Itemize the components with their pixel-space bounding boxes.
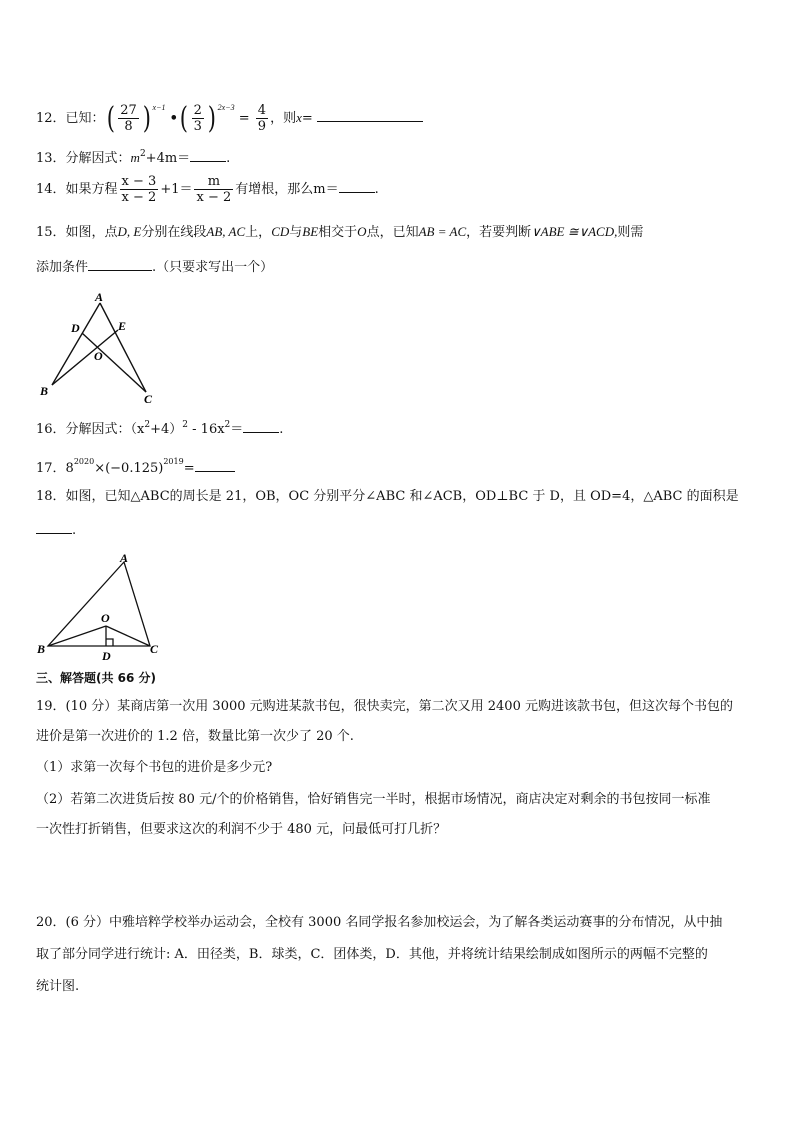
exponent: 2 [144, 420, 151, 430]
answer-blank[interactable] [339, 180, 375, 193]
label-a: A [95, 290, 104, 304]
answer-blank[interactable] [190, 149, 226, 162]
question-13 [36, 144, 230, 169]
question-14 [36, 170, 379, 210]
left-paren: ( [179, 100, 188, 136]
question-18-line-2 [36, 521, 76, 541]
frac-den: 8 [124, 119, 133, 134]
q15-figure [36, 285, 166, 405]
q19-text: 进价是第一次进价的 1.2 倍，数量比第一次少了 20 个. [36, 729, 354, 744]
period: . [279, 422, 284, 437]
left-paren: ( [106, 100, 115, 136]
var-x: x [296, 110, 302, 125]
q15-text: 添加条件 [36, 260, 89, 275]
label-d: D [71, 321, 80, 335]
q16-prefix: 16．分解因式：（x [36, 422, 145, 437]
segment-ac [100, 303, 146, 392]
fraction-m-x2 [194, 174, 233, 205]
equals: = [301, 111, 313, 126]
q19-text: 19．(10 分）某商店第一次用 3000 元购进某款书包，很快卖完，第二次又用 2400 元购进该款书包，但这次每个书包的 [36, 699, 733, 714]
equals: = [238, 111, 250, 126]
question-19-sub-1 [36, 758, 272, 778]
period: . [226, 151, 231, 166]
frac-den: 3 [193, 119, 202, 134]
fraction-2-3 [192, 103, 204, 134]
q15-text: 相交于 [318, 225, 358, 240]
question-19-line-2 [36, 727, 354, 747]
label-a: A [120, 551, 129, 565]
q14-suffix: 有增根，那么m＝ [235, 182, 339, 197]
q15-text: .（只要求写出一个） [152, 260, 274, 275]
q17-base: 8 [65, 461, 74, 476]
question-16 [36, 415, 283, 440]
q15-text: 与 [289, 225, 303, 240]
triangle-abc [48, 562, 150, 646]
question-20-line-1 [36, 913, 722, 933]
frac-num: 27 [120, 103, 137, 118]
frac-den: x − 2 [121, 190, 157, 205]
exponent: x−1 [152, 103, 166, 112]
q14-prefix: 14．如果方程 [36, 182, 118, 197]
question-17 [36, 450, 235, 474]
question-20-line-3 [36, 977, 79, 997]
frac-num: 2 [193, 103, 202, 118]
right-angle-mark [106, 639, 113, 646]
q20-text: 取了部分同学进行统计: A．田径类，B．球类，C．团体类，D．其他，并将统计结果绘制成如图所示的两幅不完整的 [36, 947, 708, 962]
q15-points: D, E [117, 224, 142, 239]
q15-text: 分别在线段 [141, 225, 207, 240]
label-c: C [150, 642, 159, 656]
segment-ab [52, 303, 100, 385]
exponent: 2 [182, 420, 189, 430]
label-o: O [101, 611, 110, 625]
q19-text: （1）求第一次每个书包的进价是多少元? [36, 760, 273, 775]
q20-text: 统计图. [36, 979, 80, 994]
q18-figure [34, 550, 164, 660]
q15-be: BE [302, 224, 319, 239]
q19-text: （2）若第二次进货后按 80 元/个的价格销售，恰好销售完一半时，根据市场情况，商店决定对剩余的书包按同一标准 [36, 792, 711, 807]
q15-text: 上， [245, 225, 272, 240]
q17-prefix: 17． [36, 461, 66, 476]
section-title: 三、解答题(共 66 分) [36, 671, 157, 685]
exponent: 2 [139, 149, 146, 159]
question-15-line-2 [36, 258, 273, 278]
q15-segments: AB, AC [206, 224, 246, 239]
equals: = [183, 461, 195, 476]
answer-blank[interactable] [36, 521, 72, 534]
section-heading [36, 668, 156, 688]
frac-num: 4 [257, 103, 267, 118]
exponent: 2020 [73, 457, 95, 466]
q12-then: ，则 [270, 111, 297, 126]
q12-prefix: 12．已知： [36, 111, 105, 126]
frac-num: m [194, 174, 233, 190]
answer-blank[interactable] [195, 459, 235, 472]
frac-den: 9 [257, 119, 267, 134]
q16-mid: +4） [150, 422, 183, 437]
label-b: B [40, 384, 49, 398]
right-paren: ) [142, 100, 151, 136]
label-c: C [144, 392, 153, 405]
exponent: 2019 [163, 457, 184, 466]
answer-blank[interactable] [88, 258, 152, 271]
frac-num: x − 3 [121, 174, 157, 189]
q14-plus: +1＝ [160, 182, 193, 197]
q15-condition: AB = AC [418, 224, 467, 239]
fraction-4-9 [256, 103, 268, 134]
period: . [72, 523, 77, 538]
period: . [374, 182, 379, 197]
q15-text: ，若要判断 [466, 225, 532, 240]
q15-congruence: ∨ABE ≅∨ACD, [531, 224, 618, 239]
q17-times: ×(−0.125) [94, 461, 164, 476]
label-b: B [37, 642, 46, 656]
fraction-27-8 [118, 103, 139, 134]
exponent: 2 [224, 420, 231, 430]
frac-den: x − 2 [196, 190, 232, 205]
question-12 [36, 86, 423, 136]
exponent: 2x−3 [217, 103, 235, 112]
q13-rest: +4m＝ [145, 151, 191, 166]
answer-blank[interactable] [243, 420, 279, 433]
equals: ＝ [230, 422, 244, 437]
dot-operator: • [169, 111, 178, 126]
q20-text: 20．(6 分）中雅培粹学校举办运动会，全校有 3000 名同学报名参加校运会，为了解各类运动赛事的分布情况，从中抽 [36, 915, 723, 930]
label-d: D [102, 649, 111, 660]
q16-mid2: - 16x [188, 422, 225, 437]
fraction-x3-x2 [120, 174, 159, 205]
q15-text: 则需 [617, 225, 644, 240]
q15-cd: CD [271, 224, 290, 239]
question-19-line-1 [36, 697, 733, 717]
question-15-line-1 [36, 222, 643, 243]
q19-text: 一次性打折销售，但要求这次的利润不少于 480 元，问最低可打几折？ [36, 822, 447, 837]
q13-prefix: 13．分解因式： [36, 151, 131, 166]
segment-cd [82, 333, 146, 392]
q15-o: O [357, 224, 367, 239]
q15-text: 点，已知 [366, 225, 419, 240]
question-18-line-1 [36, 487, 739, 507]
answer-blank[interactable] [317, 109, 423, 122]
right-paren: ) [207, 100, 216, 136]
label-o: O [94, 349, 103, 363]
question-19-sub-2-line-2 [36, 820, 446, 840]
question-20-line-2 [36, 945, 708, 965]
q18-text: 18．如图，已知△ABC的周长是 21，OB，OC 分别平分∠ABC 和∠ACB，OD⊥BC 于 D，且 OD=4，△ABC 的面积是 [36, 489, 739, 504]
q15-text: 15．如图，点 [36, 225, 118, 240]
question-19-sub-2-line-1 [36, 790, 710, 810]
label-e: E [118, 319, 127, 333]
var-m: m [130, 150, 140, 165]
